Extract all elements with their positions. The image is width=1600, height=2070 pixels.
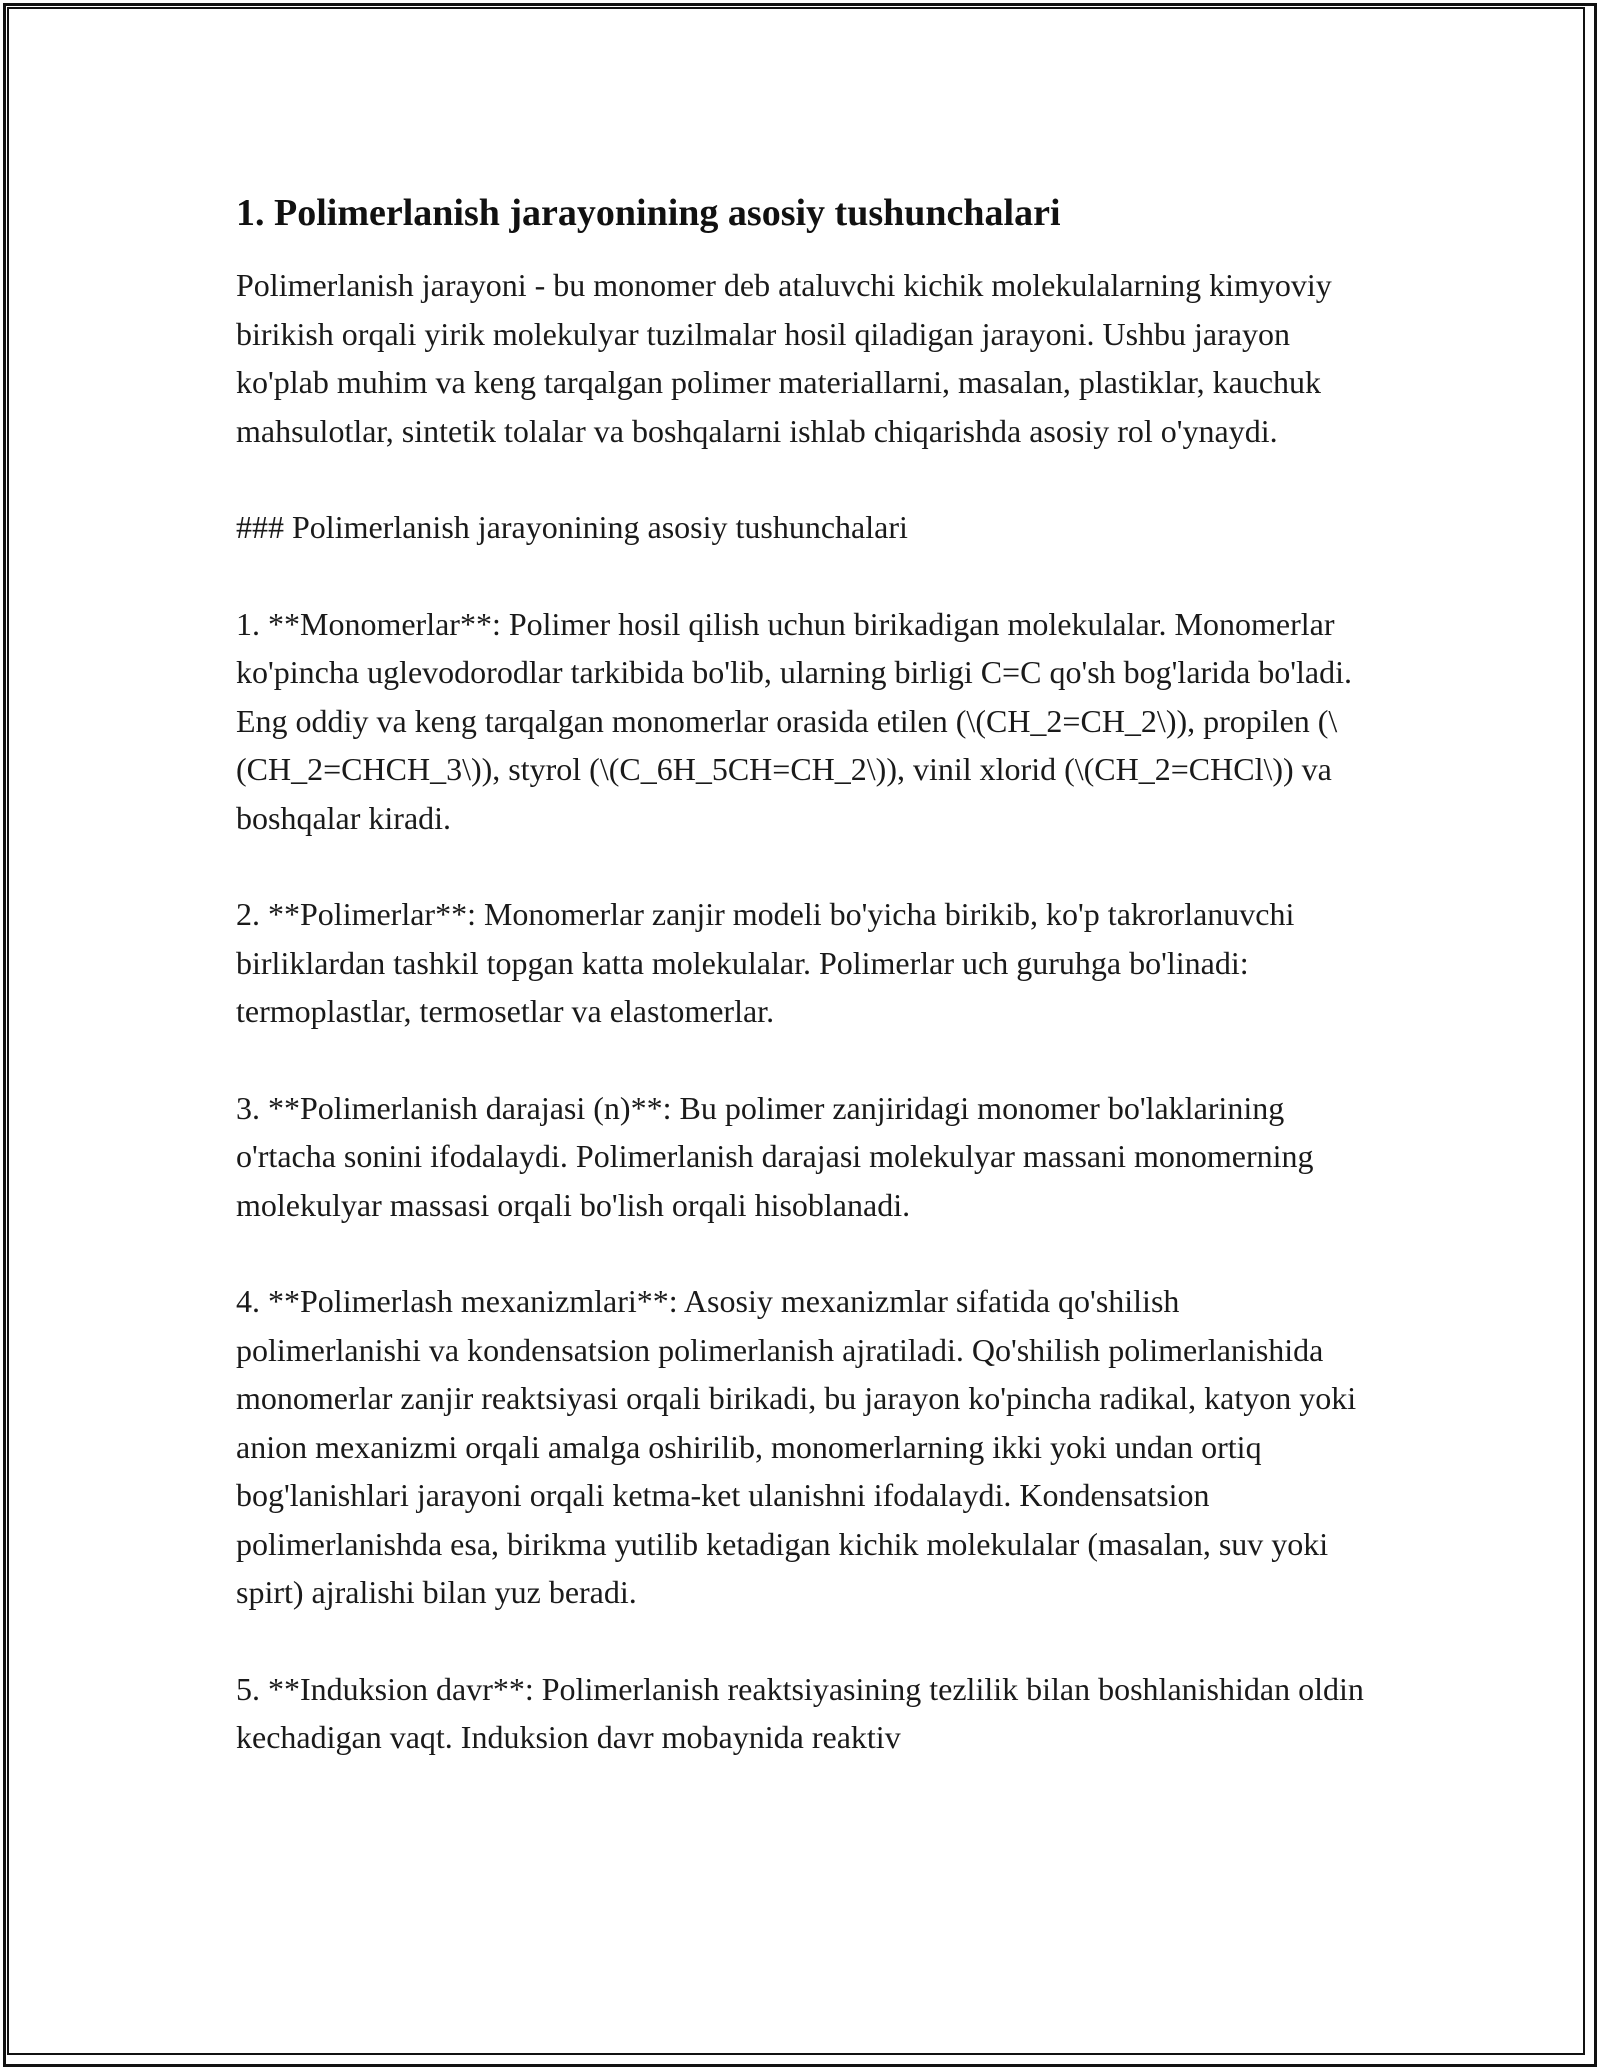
- monomerlar-paragraph: 1. **Monomerlar**: Polimer hosil qilish uchun birikadigan molekulalar. Monomerlar ko'pincha uglevodorodlar tarkibida bo'lib, ularning birligi C=C qo'sh bog'larida bo'ladi. Eng oddiy va keng tarqalgan monomerlar orasida etilen (\(CH_2=CH_2\)), propilen (\(CH_2=CHCH_3\)), styrol (\(C_6H_5CH=CH_2\)), vinil xlorid (\(CH_2=CHCl\)) va boshqalar kiradi.: [236, 605, 1353, 836]
- polimerlash-mexanizmlari-paragraph: 4. **Polimerlash mexanizmlari**: Asosiy mexanizmlar sifatida qo'shilish polimerlanishi va kondensatsion polimerlanish ajratiladi. Qo'shilish polimerlanishida monomerlar zanjir reaktsiyasi orqali birikadi, bu jarayon ko'pincha radikal, katyon yoki anion mexanizmi orqali amalga oshirilib, monomerlarning ikki yoki undan ortiq bog'lanishlari jarayoni orqali ketma-ket ulanishni ifodalaydi. Kondensatsion polimerlanishda esa, birikma yutilib ketadigan kichik molekulalar (masalan, suv yoki spirt) ajralishi bilan yuz beradi.: [236, 1283, 1357, 1610]
- document-body: [236, 185, 1366, 1810]
- section-heading-paragraph: ### Polimerlanish jarayonining asosiy tushunchalari: [236, 509, 908, 545]
- page-title: 1. Polimerlanish jarayonining asosiy tushunchalari: [236, 192, 1061, 234]
- polimerlanish-darajasi-paragraph: 3. **Polimerlanish darajasi (n)**: Bu polimer zanjiridagi monomer bo'laklarining o'rtacha sonini ifodalaydi. Polimerlanish darajasi molekulyar massani monomerning molekulyar massasi orqali bo'lish orqali hisoblanadi.: [236, 1089, 1314, 1223]
- polimerlar-paragraph: 2. **Polimerlar**: Monomerlar zanjir modeli bo'yicha birikib, ko'p takrorlanuvchi birliklardan tashkil topgan katta molekulalar. Polimerlar uch guruhga bo'linadi: termoplastlar, termosetlar va elastomerlar.: [236, 896, 1295, 1029]
- induksion-davr-paragraph: 5. **Induksion davr**: Polimerlanish reaktsiyasining tezlilik bilan boshlanishidan oldin kechadigan vaqt. Induksion davr mobaynida reaktiv: [236, 1670, 1364, 1755]
- intro-paragraph: Polimerlanish jarayoni - bu monomer deb ataluvchi kichik molekulalarning kimyoviy birikish orqali yirik molekulyar tuzilmalar hosil qiladigan jarayoni. Ushbu jarayon ko'plab muhim va keng tarqalgan polimer materiallarni, masalan, plastiklar, kauchuk mahsulotlar, sintetik tolalar va boshqalarni ishlab chiqarishda asosiy rol o'ynaydi.: [236, 267, 1332, 449]
